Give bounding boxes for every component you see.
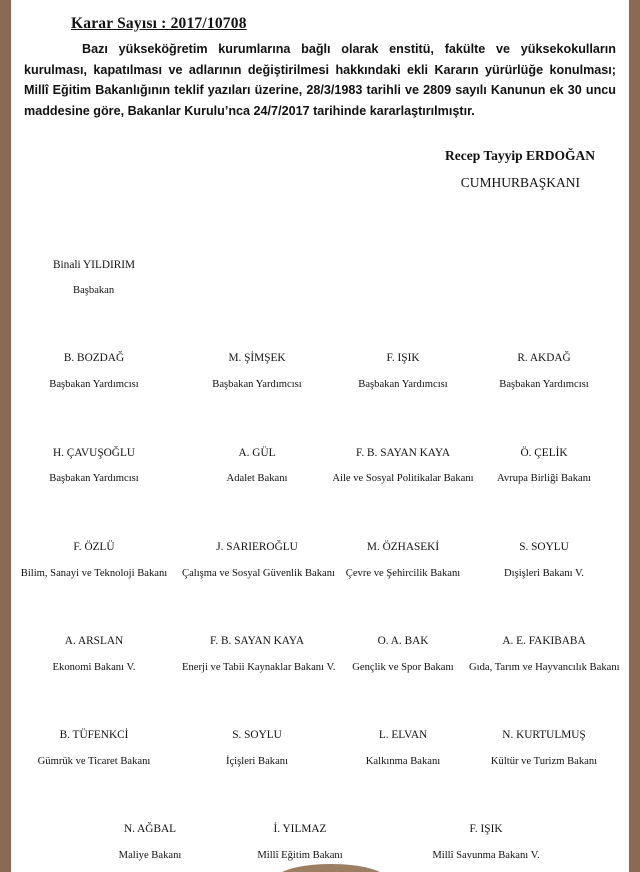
signatory-title: Başbakan Yardımcısı (499, 379, 589, 390)
signatory-title: Adalet Bakanı (226, 473, 288, 484)
signatory-name: M. ŞİMŞEK (228, 352, 286, 364)
president-name: Recep Tayyip ERDOĞAN (444, 148, 595, 163)
signatory-title: Dışişleri Bakanı V. (504, 568, 584, 579)
signatory-name: F. ÖZLÜ (73, 541, 115, 553)
signatory-name: F. IŞIK (469, 823, 503, 835)
decision-paragraph: Bazı yükseköğretim kurumlarına bağlı olarak enstitü, fakülte ve yüksekokulların kurulması, kapatılması ve adlarının değiştirilmesi hakkındaki ekli Kararın yürürlüğe konulması; Millî Eğitim Bakanlığının teklif yazıları üzerine, 28/3/1983 tarihli ve 2809 sayılı Kanunun ek 30 uncu maddesine göre, Bakanlar Kurulu’nca 24/7/2017 tarihinde kararlaştırılmıştır. (24, 42, 616, 118)
signatory-title: Gümrük ve Ticaret Bakanı (37, 756, 151, 767)
decision-number: Karar Sayısı : 2017/10708 (71, 15, 247, 32)
signatory-title: Başbakan Yardımcısı (358, 379, 448, 390)
signatory-name: A. ARSLAN (64, 635, 124, 647)
signatory-name: B. BOZDAĞ (63, 352, 125, 364)
signatory-name: N. AĞBAL (123, 823, 177, 835)
signatory-title: Kalkınma Bakanı (365, 756, 441, 767)
signatory-name: F. B. SAYAN KAYA (355, 447, 450, 459)
signatory-name: S. SOYLU (519, 541, 569, 553)
signatory-title: Başbakan Yardımcısı (49, 473, 139, 484)
signatory-name: J. SARIEROĞLU (216, 541, 298, 553)
signatory-title: Başbakan Yardımcısı (49, 379, 139, 390)
signatory-name: F. IŞIK (386, 352, 420, 364)
signatory-title: Çalışma ve Sosyal Güvenlik Bakanı (182, 568, 335, 579)
signatory-title: Ekonomi Bakanı V. (52, 662, 136, 673)
signatory-title: Başbakan Yardımcısı (212, 379, 302, 390)
signatory-title: Çevre ve Şehircilik Bakanı (345, 568, 461, 579)
signatory-title: Gençlik ve Spor Bakanı (352, 662, 454, 673)
signatory-name: M. ÖZHASEKİ (366, 541, 440, 553)
signatory-title: İçişleri Bakanı (225, 756, 289, 767)
document-page (11, 0, 629, 872)
signatory-name: A. GÜL (238, 447, 276, 459)
signatory-title: Bilim, Sanayi ve Teknoloji Bakanı (20, 568, 168, 579)
signatory-name: B. TÜFENKCİ (59, 729, 129, 741)
signatory-name: Ö. ÇELİK (520, 447, 568, 459)
signatory-title: Avrupa Birliği Bakanı (497, 473, 591, 484)
page-edge-mark (276, 864, 386, 872)
signatory-name: L. ELVAN (378, 729, 428, 741)
signatory-name: S. SOYLU (232, 729, 282, 741)
president-title: CUMHURBAŞKANI (460, 175, 580, 190)
signatory-title: Maliye Bakanı (118, 850, 182, 861)
signatory-name: O. A. BAK (377, 635, 429, 647)
signatory-title: Aile ve Sosyal Politikalar Bakanı (332, 473, 474, 484)
signatory-name: R. AKDAĞ (517, 352, 571, 364)
signatory-title: Kültür ve Turizm Bakanı (490, 756, 598, 767)
signatory-title: Gıda, Tarım ve Hayvancılık Bakanı (469, 662, 620, 673)
signatory-title: Enerji ve Tabii Kaynaklar Bakanı V. (182, 662, 336, 673)
signatory-name: F. B. SAYAN KAYA (209, 635, 304, 647)
signatory-name: H. ÇAVUŞOĞLU (52, 447, 136, 459)
signatory-title: Millî Savunma Bakanı V. (432, 850, 540, 861)
signatory-name: A. E. FAKIBABA (502, 635, 586, 647)
signatory-name: N. KURTULMUŞ (502, 729, 586, 741)
prime-minister-name: Binali YILDIRIM (53, 259, 136, 271)
signatory-title: Millî Eğitim Bakanı (257, 850, 343, 861)
prime-minister-title: Başbakan (73, 285, 115, 296)
signatory-name: İ. YILMAZ (273, 823, 327, 835)
